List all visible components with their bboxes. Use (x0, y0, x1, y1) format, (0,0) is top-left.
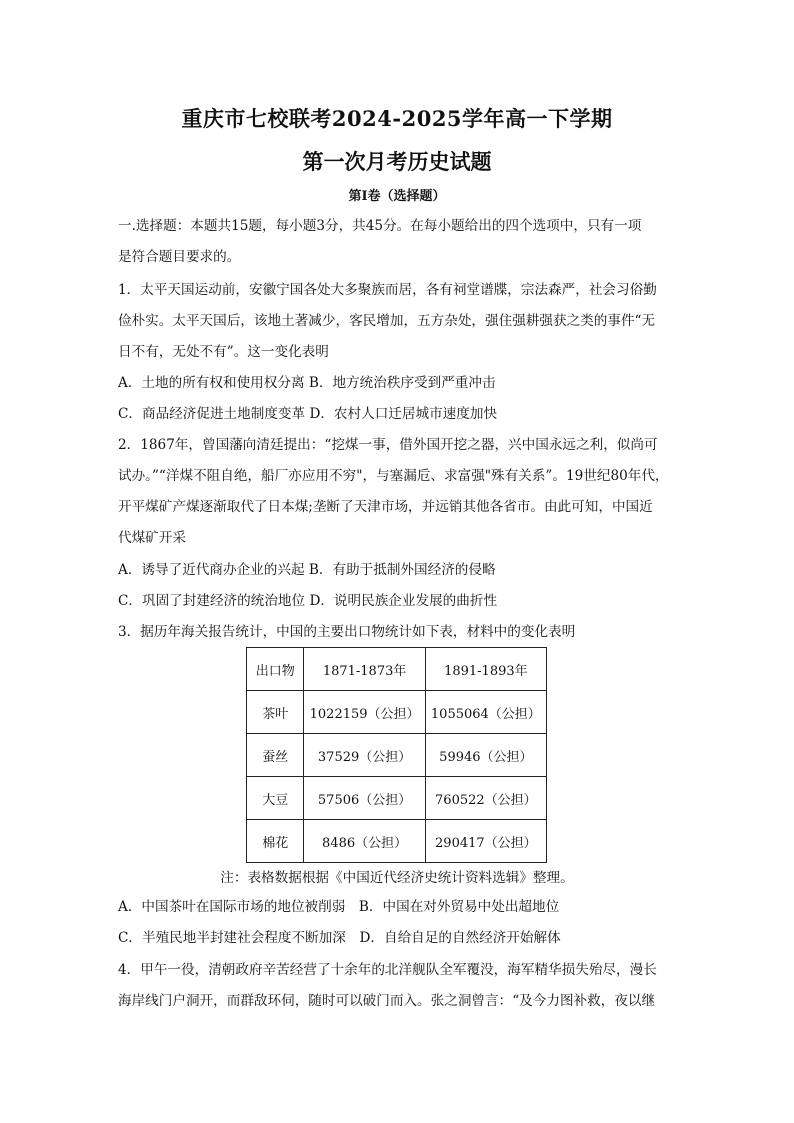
question-1-text: 1．太平天国运动前，安徽宁国各处大多聚族而居，各有祠堂谱牒，宗法森严，社会习俗勤 (118, 282, 657, 298)
question-4-text: 4．甲午一役，清朝政府辛苦经营了十余年的北洋舰队全军覆没，海军精华损失殆尽，漫长 (118, 962, 657, 978)
question-1-text: 俭朴实。太平天国后，该地土著减少，客民增加，五方杂处，强住强耕强获之类的事件“无 (118, 313, 656, 329)
table-cell: 大豆 (247, 777, 304, 820)
question-2-option: A．诱导了近代商办企业的兴起 B．有助于抵制外国经济的侵略 (118, 562, 496, 578)
table-header-cell: 出口物 (247, 648, 304, 691)
question-3-option: C．半殖民地半封建社会程度不断加深 D．自给自足的自然经济开始解体 (118, 930, 561, 946)
exam-title: 重庆市七校联考2024-2025学年高一下学期 (181, 106, 613, 131)
question-1-text: 日不有，无处不有”。这一变化表明 (118, 344, 329, 360)
table-note: 注：表格数据根据《中国近代经济史统计资料选辑》整理。 (220, 870, 574, 886)
instructions-line: 一.选择题：本题共15题，每小题3分，共45分。在每小题给出的四个选项中，只有一项 (118, 218, 642, 234)
table-cell: 1022159（公担） (304, 691, 425, 734)
question-3-text: 3．据历年海关报告统计，中国的主要出口物统计如下表，材料中的变化表明 (118, 624, 576, 640)
table-header-cell: 1891-1893年 (425, 648, 546, 691)
question-2-text: 2．1867年，曾国藩向清廷提出：“挖煤一事，借外国开挖之器，兴中国永远之利，似尚可 (118, 437, 658, 453)
question-4-text: 海岸线门户洞开，而群敌环伺，随时可以破门而入。张之洞曾言：“及今力图补救，夜以继 (118, 993, 656, 1009)
section-title: 第Ⅰ卷（选择题） (348, 189, 446, 204)
question-2-text: 试办。”“洋煤不阻自绝，船厂亦应用不穷"，与塞漏卮、求富强"殊有关系”。19世纪80年代， (118, 468, 669, 484)
table-cell: 59946（公担） (425, 734, 546, 777)
question-2-option: C．巩固了封建经济的统治地位 D．说明民族企业发展的曲折性 (118, 593, 498, 609)
question-2-text: 代煤矿开采 (118, 530, 186, 546)
table-row (247, 820, 547, 863)
table-row (247, 734, 547, 777)
table-cell: 8486（公担） (304, 820, 425, 863)
table-cell: 棉花 (247, 820, 304, 863)
table-cell: 57506（公担） (304, 777, 425, 820)
export-table (246, 647, 547, 863)
table-header-row (247, 648, 547, 691)
instructions-line: 是符合题目要求的。 (118, 249, 241, 265)
table-cell: 290417（公担） (425, 820, 546, 863)
question-1-option: A．土地的所有权和使用权分离 B．地方统治秩序受到严重冲击 (118, 375, 496, 391)
table-header-cell: 1871-1873年 (304, 648, 425, 691)
table-cell: 蚕丝 (247, 734, 304, 777)
question-1-option: C．商品经济促进土地制度变革 D．农村人口迁居城市速度加快 (118, 406, 498, 422)
table-row (247, 777, 547, 820)
table-cell: 760522（公担） (425, 777, 546, 820)
exam-subtitle: 第一次月考历史试题 (302, 149, 492, 174)
table-row (247, 691, 547, 734)
question-3-option: A．中国茶叶在国际市场的地位被削弱 B．中国在对外贸易中处出超地位 (118, 899, 560, 915)
question-2-text: 开平煤矿产煤逐渐取代了日本煤;垄断了天津市场，并远销其他各省市。由此可知，中国近 (118, 499, 653, 515)
table-cell: 茶叶 (247, 691, 304, 734)
table-cell: 37529（公担） (304, 734, 425, 777)
table-cell: 1055064（公担） (425, 691, 546, 734)
